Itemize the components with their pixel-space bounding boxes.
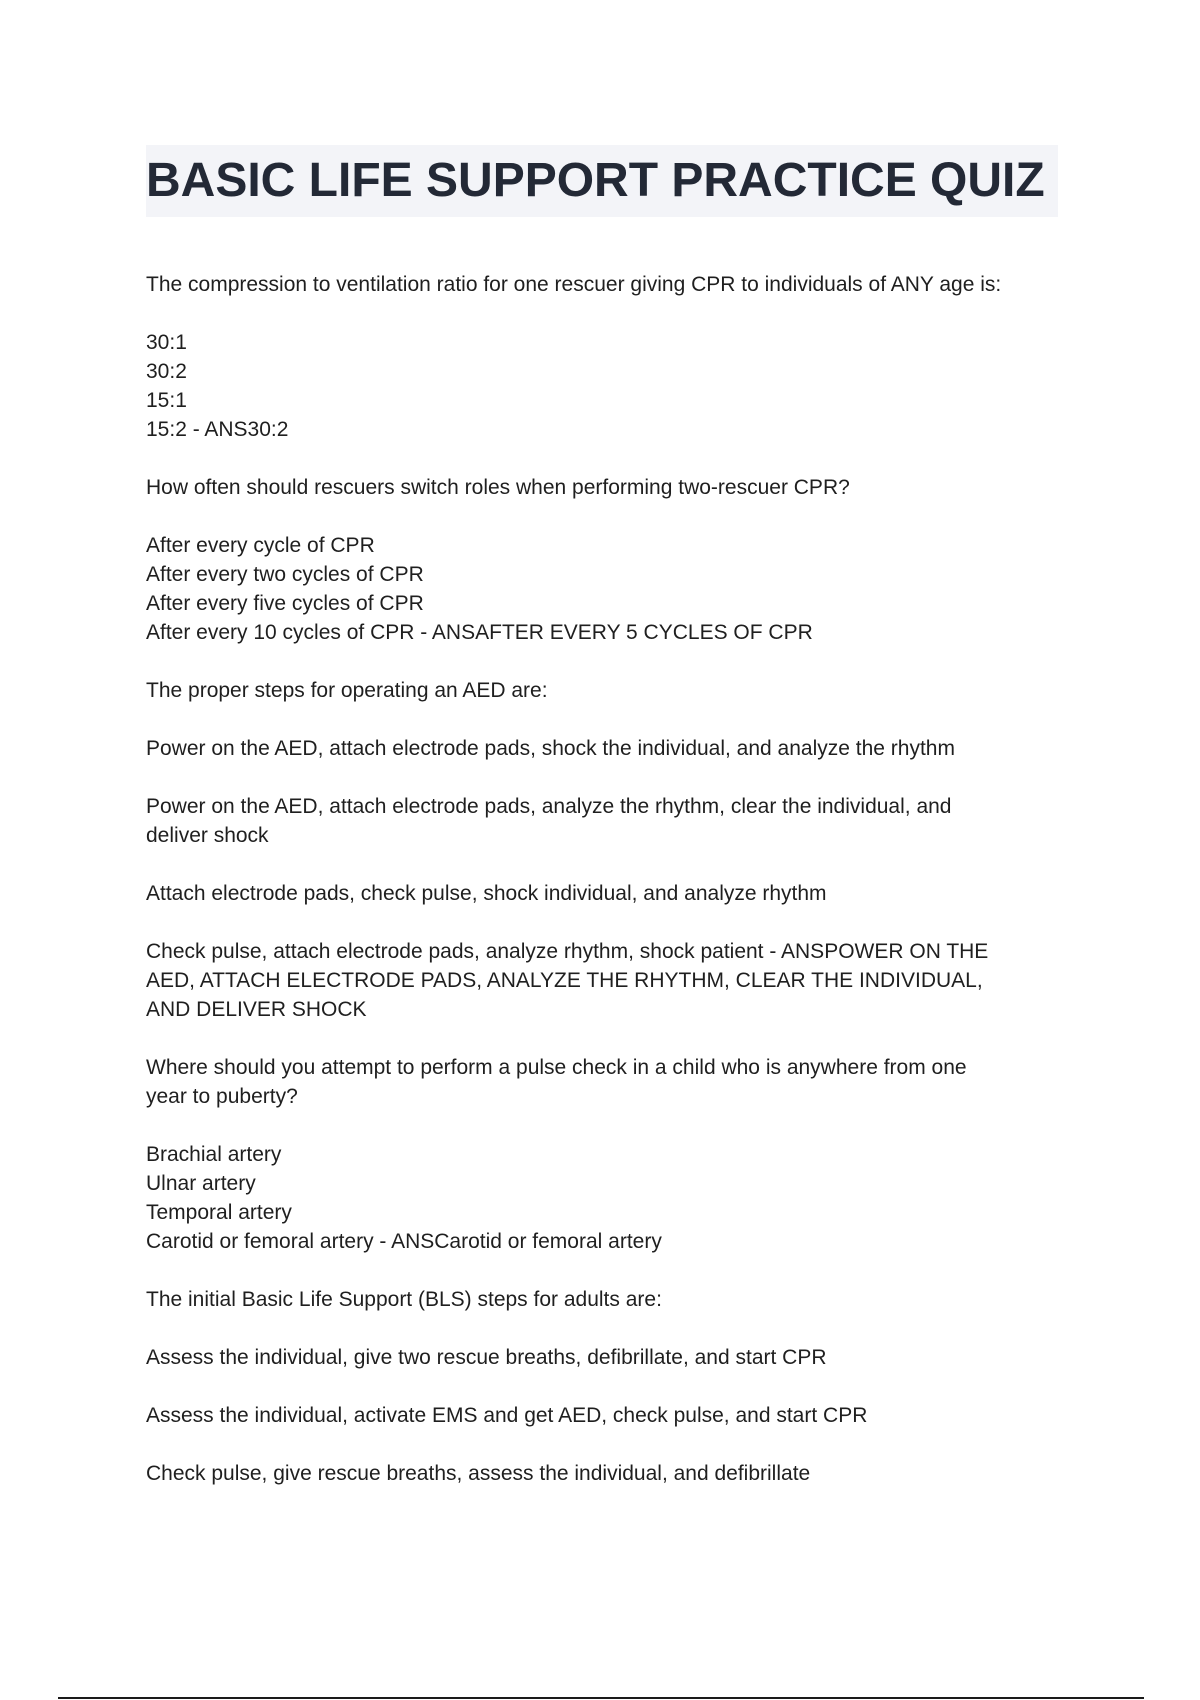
option-text-line: Power on the AED, attach electrode pads, shock the individual, and analyze the rhythm bbox=[146, 737, 955, 760]
option-text-line: Check pulse, give rescue breaths, assess the individual, and defibrillate bbox=[146, 1462, 811, 1485]
option-text-line: deliver shock bbox=[146, 824, 269, 847]
answer-options bbox=[146, 328, 1066, 444]
page-bottom-rule bbox=[58, 1697, 1144, 1699]
option-text-line: After every 10 cycles of CPR - ANSAFTER EVERY 5 CYCLES OF CPR bbox=[146, 621, 813, 644]
option-text-line: After every cycle of CPR bbox=[146, 534, 375, 557]
option-text-line: After every two cycles of CPR bbox=[146, 563, 424, 586]
option-text-line: Check pulse, attach electrode pads, analyze rhythm, shock patient - ANSPOWER ON THE bbox=[146, 940, 989, 963]
answer-option bbox=[146, 1459, 1066, 1488]
option-text-line: AED, ATTACH ELECTRODE PADS, ANALYZE THE RHYTHM, CLEAR THE INDIVIDUAL, bbox=[146, 969, 983, 992]
answer-option bbox=[146, 1401, 1066, 1430]
title-banner bbox=[146, 145, 1058, 217]
option-text-line: 30:1 bbox=[146, 331, 187, 354]
option-text-line: Assess the individual, give two rescue breaths, defibrillate, and start CPR bbox=[146, 1346, 827, 1369]
quiz-question bbox=[146, 676, 1066, 705]
quiz-question bbox=[146, 1285, 1066, 1314]
question-text-line: The proper steps for operating an AED are: bbox=[146, 679, 548, 702]
answer-option bbox=[146, 879, 1066, 908]
question-text-line: year to puberty? bbox=[146, 1085, 298, 1108]
question-text-line: Where should you attempt to perform a pulse check in a child who is anywhere from one bbox=[146, 1056, 967, 1079]
quiz-question bbox=[146, 473, 1066, 502]
option-text-line: 30:2 bbox=[146, 360, 187, 383]
option-text-line: Ulnar artery bbox=[146, 1172, 256, 1195]
option-text-line: Attach electrode pads, check pulse, shock individual, and analyze rhythm bbox=[146, 882, 827, 905]
option-text-line: Power on the AED, attach electrode pads, analyze the rhythm, clear the individual, and bbox=[146, 795, 952, 818]
option-text-line: AND DELIVER SHOCK bbox=[146, 998, 367, 1021]
option-text-line: Carotid or femoral artery - ANSCarotid or femoral artery bbox=[146, 1230, 662, 1253]
option-text-line: Assess the individual, activate EMS and get AED, check pulse, and start CPR bbox=[146, 1404, 868, 1427]
quiz-content bbox=[146, 270, 1066, 1517]
option-text-line: Temporal artery bbox=[146, 1201, 292, 1224]
option-text-line: 15:1 bbox=[146, 389, 187, 412]
question-text-line: How often should rescuers switch roles when performing two-rescuer CPR? bbox=[146, 476, 850, 499]
option-text-line: 15:2 - ANS30:2 bbox=[146, 418, 289, 441]
option-text-line: Brachial artery bbox=[146, 1143, 282, 1166]
quiz-question bbox=[146, 1053, 1066, 1111]
answer-option bbox=[146, 937, 1066, 1024]
question-text-line: The initial Basic Life Support (BLS) steps for adults are: bbox=[146, 1288, 662, 1311]
answer-option bbox=[146, 734, 1066, 763]
page-title: BASIC LIFE SUPPORT PRACTICE QUIZ bbox=[146, 154, 1045, 207]
answer-option bbox=[146, 792, 1066, 850]
answer-options bbox=[146, 1140, 1066, 1256]
option-text-line: After every five cycles of CPR bbox=[146, 592, 424, 615]
answer-options bbox=[146, 531, 1066, 647]
quiz-question bbox=[146, 270, 1066, 299]
question-text-line: The compression to ventilation ratio for one rescuer giving CPR to individuals of ANY age is: bbox=[146, 273, 1002, 296]
answer-option bbox=[146, 1343, 1066, 1372]
